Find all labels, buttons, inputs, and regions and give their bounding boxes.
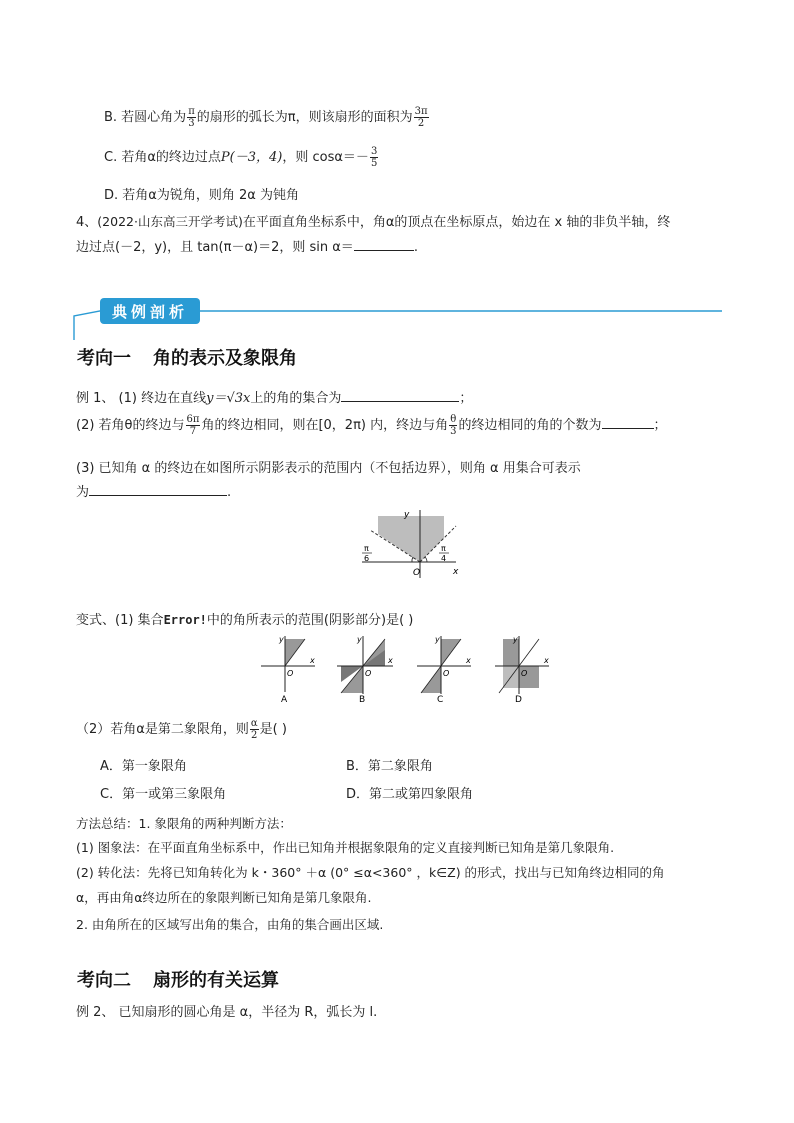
fraction-6pi-7: $\frac{6\pi}{7}$ bbox=[186, 414, 200, 437]
shaded-region bbox=[378, 516, 447, 563]
svg-text:O: O bbox=[365, 669, 372, 678]
question-4-line2: 边过点(－2，y)，且 tan(π－α)＝2，则 sin α＝ . bbox=[76, 240, 418, 255]
section-1-title: 考向一 角的表示及象限角 bbox=[77, 348, 297, 369]
fig1-left-angle-den: 6 bbox=[364, 554, 370, 563]
fig1-left-angle-num: π bbox=[364, 544, 369, 553]
fig1-y-label: y bbox=[404, 510, 410, 520]
fraction-theta-3: $\frac{\theta}{3}$ bbox=[450, 414, 457, 437]
option-c-prefix: C. 若角α的终边过点 bbox=[104, 150, 221, 165]
fig1-right-angle-den: 4 bbox=[441, 554, 447, 563]
answer-blank[interactable] bbox=[341, 389, 459, 402]
option-figures bbox=[255, 630, 565, 706]
svg-text:O: O bbox=[443, 669, 450, 678]
option-b bbox=[104, 106, 430, 129]
question-number: 4、 bbox=[76, 215, 98, 230]
choice-c[interactable]: C．第一或第三象限角 bbox=[100, 787, 227, 802]
method-summary-2: (2) 转化法：先将已知角转化为 k・360° ＋α (0° ≤α<360° ，k∈Z) 的形式，找出与已知角终边相同的角 bbox=[76, 865, 665, 880]
fig1-x-label: x bbox=[453, 567, 459, 577]
fraction-alpha-2: $\frac{\alpha}{2}$ bbox=[250, 718, 258, 741]
choice-a[interactable]: A．第一象限角 bbox=[100, 759, 187, 774]
choice-d[interactable]: D．第二或第四象限角 bbox=[346, 787, 474, 802]
svg-text:x: x bbox=[388, 656, 393, 665]
svg-text:O: O bbox=[287, 669, 294, 678]
svg-text:x: x bbox=[544, 656, 549, 665]
answer-blank[interactable] bbox=[602, 416, 654, 429]
angle-region-figure bbox=[358, 506, 468, 582]
svg-text:y: y bbox=[279, 635, 284, 644]
example-1-part-1: 例 1、 (1) 终边在直线y＝√3x上的角的集合为 ； bbox=[76, 391, 473, 406]
error-text: Error! bbox=[163, 613, 207, 627]
option-figure-a[interactable] bbox=[261, 635, 315, 705]
svg-text:y: y bbox=[357, 635, 362, 644]
banner-label: 典例剖析 bbox=[111, 303, 188, 321]
option-c-label: C bbox=[437, 695, 444, 705]
option-b-prefix: B. 若圆心角为 bbox=[104, 110, 187, 125]
svg-text:y: y bbox=[435, 635, 440, 644]
banner-tag bbox=[100, 298, 200, 324]
fraction-3pi-2: $\frac{3\pi}{2}$ bbox=[414, 106, 428, 129]
question-text-2: 边过点(－2，y)，且 tan(π－α)＝2，则 sin α＝ bbox=[76, 240, 354, 255]
option-d: D. 若角α为锐角，则角 2α 为钝角 bbox=[104, 188, 299, 203]
example-2: 例 2、 已知扇形的圆心角是 α，半径为 R，弧长为 l. bbox=[76, 1005, 378, 1020]
method-summary-title: 方法总结：1. 象限角的两种判断方法： bbox=[76, 816, 292, 831]
choice-b[interactable]: B．第二象限角 bbox=[346, 759, 433, 774]
fig1-right-angle-num: π bbox=[441, 544, 446, 553]
option-figure-c[interactable] bbox=[417, 635, 471, 705]
svg-text:x: x bbox=[466, 656, 471, 665]
svg-text:x: x bbox=[310, 656, 315, 665]
question-4-line1 bbox=[76, 211, 670, 230]
option-c-point: P(－3，4) bbox=[220, 150, 283, 165]
section-2-title: 考向二 扇形的有关运算 bbox=[77, 970, 279, 991]
svg-text:O: O bbox=[521, 669, 528, 678]
question-source: (2022·山东高三开学考试) bbox=[97, 214, 243, 229]
svg-text:y: y bbox=[513, 635, 518, 644]
variant-2: （2）若角α是第二象限角，则 $\frac{\alpha}{2}$ 是( ) bbox=[76, 718, 287, 741]
method-summary-4: 2. 由角所在的区域写出角的集合，由角的集合画出区域. bbox=[76, 917, 384, 932]
fraction-pi-3: $\frac{\pi}{3}$ bbox=[188, 106, 195, 129]
option-figure-b[interactable] bbox=[337, 635, 393, 705]
option-c-mid: ，则 cosα＝－ bbox=[282, 150, 369, 165]
option-a-label: A bbox=[281, 695, 288, 705]
example-1-part-3-line2: 为 . bbox=[76, 485, 232, 500]
option-c bbox=[104, 146, 379, 169]
example-1-part-2: (2) 若角θ的终边与 $\frac{6\pi}{7}$ 角的终边相同，则在[0，2π) 内，终边与角 $\frac{\theta}{3}$ 的终边相同的角的个数为 ； bbox=[76, 414, 667, 437]
fig1-origin-label: O bbox=[413, 568, 421, 578]
method-summary-1: (1) 图象法：在平面直角坐标系中，作出已知角并根据象限角的定义直接判断已知角是第几象限角. bbox=[76, 840, 615, 855]
option-b-mid: 的扇形的弧长为π，则该扇形的面积为 bbox=[196, 110, 413, 125]
option-b-label: B bbox=[359, 695, 366, 705]
fraction-3-5: $\frac{3}{5}$ bbox=[370, 146, 378, 169]
question-text: 在平面直角坐标系中，角α的顶点在坐标原点，始边在 x 轴的非负半轴，终 bbox=[242, 215, 671, 230]
option-d-label: D bbox=[515, 695, 522, 705]
answer-blank[interactable] bbox=[89, 483, 227, 496]
option-figure-d[interactable] bbox=[495, 635, 549, 705]
variant-1: 变式、(1) 集合Error!中的角所表示的范围(阴影部分)是( ) bbox=[76, 613, 414, 628]
method-summary-3: α，再由角α终边所在的象限判断已知角是第几象限角. bbox=[76, 890, 372, 905]
answer-blank[interactable] bbox=[354, 238, 414, 251]
example-1-part-3-line1: (3) 已知角 α 的终边在如图所示阴影表示的范围内（不包括边界），则角 α 用集合可表示 bbox=[76, 461, 581, 476]
